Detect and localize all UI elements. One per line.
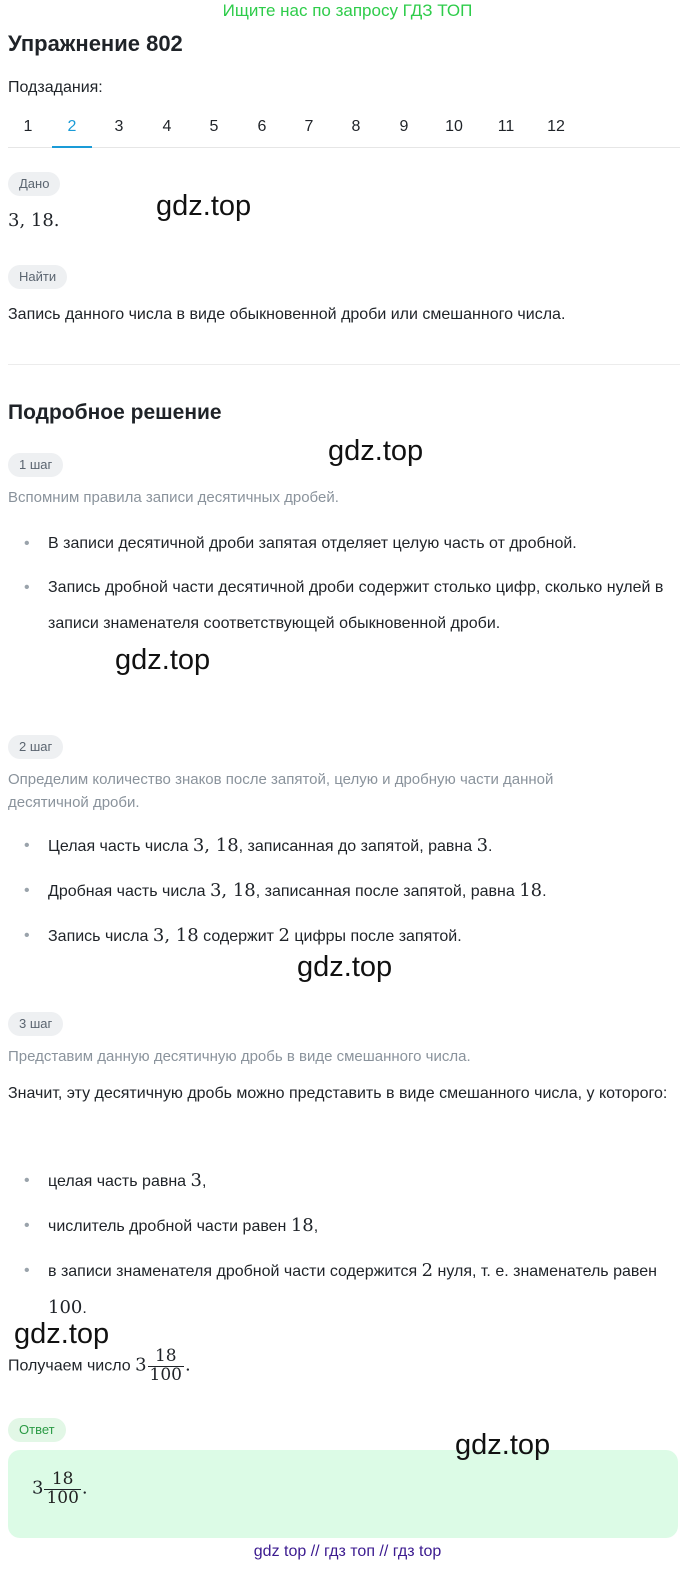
tab-12[interactable]: 12 [547,118,565,135]
math-expression: 18 [519,880,543,901]
page-title: Упражнение 802 [8,31,183,56]
tab-1[interactable]: 1 [23,118,33,135]
watermark: gdz.top [14,1318,110,1350]
math-expression: 3 [476,835,489,856]
step-2-list [24,828,664,963]
step-2-intro: Определим количество знаков после запятой, целую и дробную части данной десятичной дроби. [8,771,554,811]
tab-10[interactable]: 10 [445,118,463,135]
watermark: gdz.top [156,190,252,222]
math-expression: 3, 18 [152,925,199,946]
step-1-list [24,526,664,650]
list-item: • целая часть равна 3, [24,1163,664,1200]
math-expression: 3 [190,1170,202,1191]
given-value: 3, 18. [8,210,60,231]
answer-whole: 3 [32,1477,44,1499]
math-expression: 2 [421,1260,434,1281]
result-line: Получаем число 3 $\frac{18}{100}$ . [8,1346,191,1385]
list-item: • В записи десятичной дроби запятая отделяет целую часть от дробной. [24,526,664,562]
solution-title: Подробное решение [8,401,222,424]
tab-7[interactable]: 7 [304,118,314,135]
answer-label: Ответ [8,1418,66,1442]
watermark: gdz.top [455,1429,551,1461]
list-item: • Запись числа 3, 18 содержит 2 цифры после запятой. [24,918,664,955]
step-2-label: 2 шаг [8,735,63,759]
answer-value: 3 $\frac{18}{100}$ . [32,1469,88,1508]
list-item: • Целая часть числа 3, 18, записанная до запятой, равна 3. [24,828,664,865]
math-expression: 2 [278,925,290,946]
math-expression: 3, 18 [192,835,239,856]
result-fraction: $\frac{18}{100}$ [149,1346,182,1385]
step-3-text: Значит, эту десятичную дробь можно представить в виде смешанного числа, у которого: [8,1085,668,1102]
list-item: • Запись дробной части десятичной дроби содержит столько цифр, сколько нулей в записи знаменателя соответствующей обыкновенной дроби. [24,570,664,642]
footer-links[interactable]: gdz top // гдз топ // гдз top [253,1543,442,1560]
watermark: gdz.top [328,435,424,467]
step-1-label: 1 шаг [8,453,63,477]
math-expression: 3, 18 [209,880,256,901]
tab-2[interactable]: 2 [52,108,92,148]
step-3-list [24,1163,664,1335]
given-label: Дано [8,172,60,196]
find-text: Запись данного числа в виде обыкновенной дроби или смешанного числа. [8,306,566,323]
tab-4[interactable]: 4 [162,118,172,135]
tab-6[interactable]: 6 [257,118,267,135]
subtask-tabs [8,108,680,148]
tab-3[interactable]: 3 [114,118,124,135]
section-divider [8,364,680,365]
math-expression: 18 [290,1215,314,1236]
step-3-intro: Представим данную десятичную дробь в виде смешанного числа. [8,1048,471,1065]
step-1-intro: Вспомним правила записи десятичных дробей. [8,489,339,506]
answer-box [8,1450,678,1538]
list-item: • числитель дробной части равен 18, [24,1208,664,1245]
answer-fraction: $\frac{18}{100}$ [46,1469,79,1508]
step-3-label: 3 шаг [8,1012,63,1036]
tab-8[interactable]: 8 [351,118,361,135]
watermark: gdz.top [297,951,393,983]
math-expression: 100 [48,1297,83,1318]
list-item: • в записи знаменателя дробной части содержится 2 нуля, т. е. знаменатель равен 100. [24,1253,664,1327]
watermark: gdz.top [115,644,211,676]
tab-9[interactable]: 9 [399,118,409,135]
subtasks-label: Подзадания: [8,79,103,96]
find-label: Найти [8,265,67,289]
tab-11[interactable]: 11 [497,118,515,135]
result-whole: 3 [135,1354,147,1376]
list-item: • Дробная часть числа 3, 18, записанная после запятой, равна 18. [24,873,664,910]
search-banner[interactable]: Ищите нас по запросу ГДЗ ТОП [222,1,473,20]
tab-5[interactable]: 5 [209,118,219,135]
